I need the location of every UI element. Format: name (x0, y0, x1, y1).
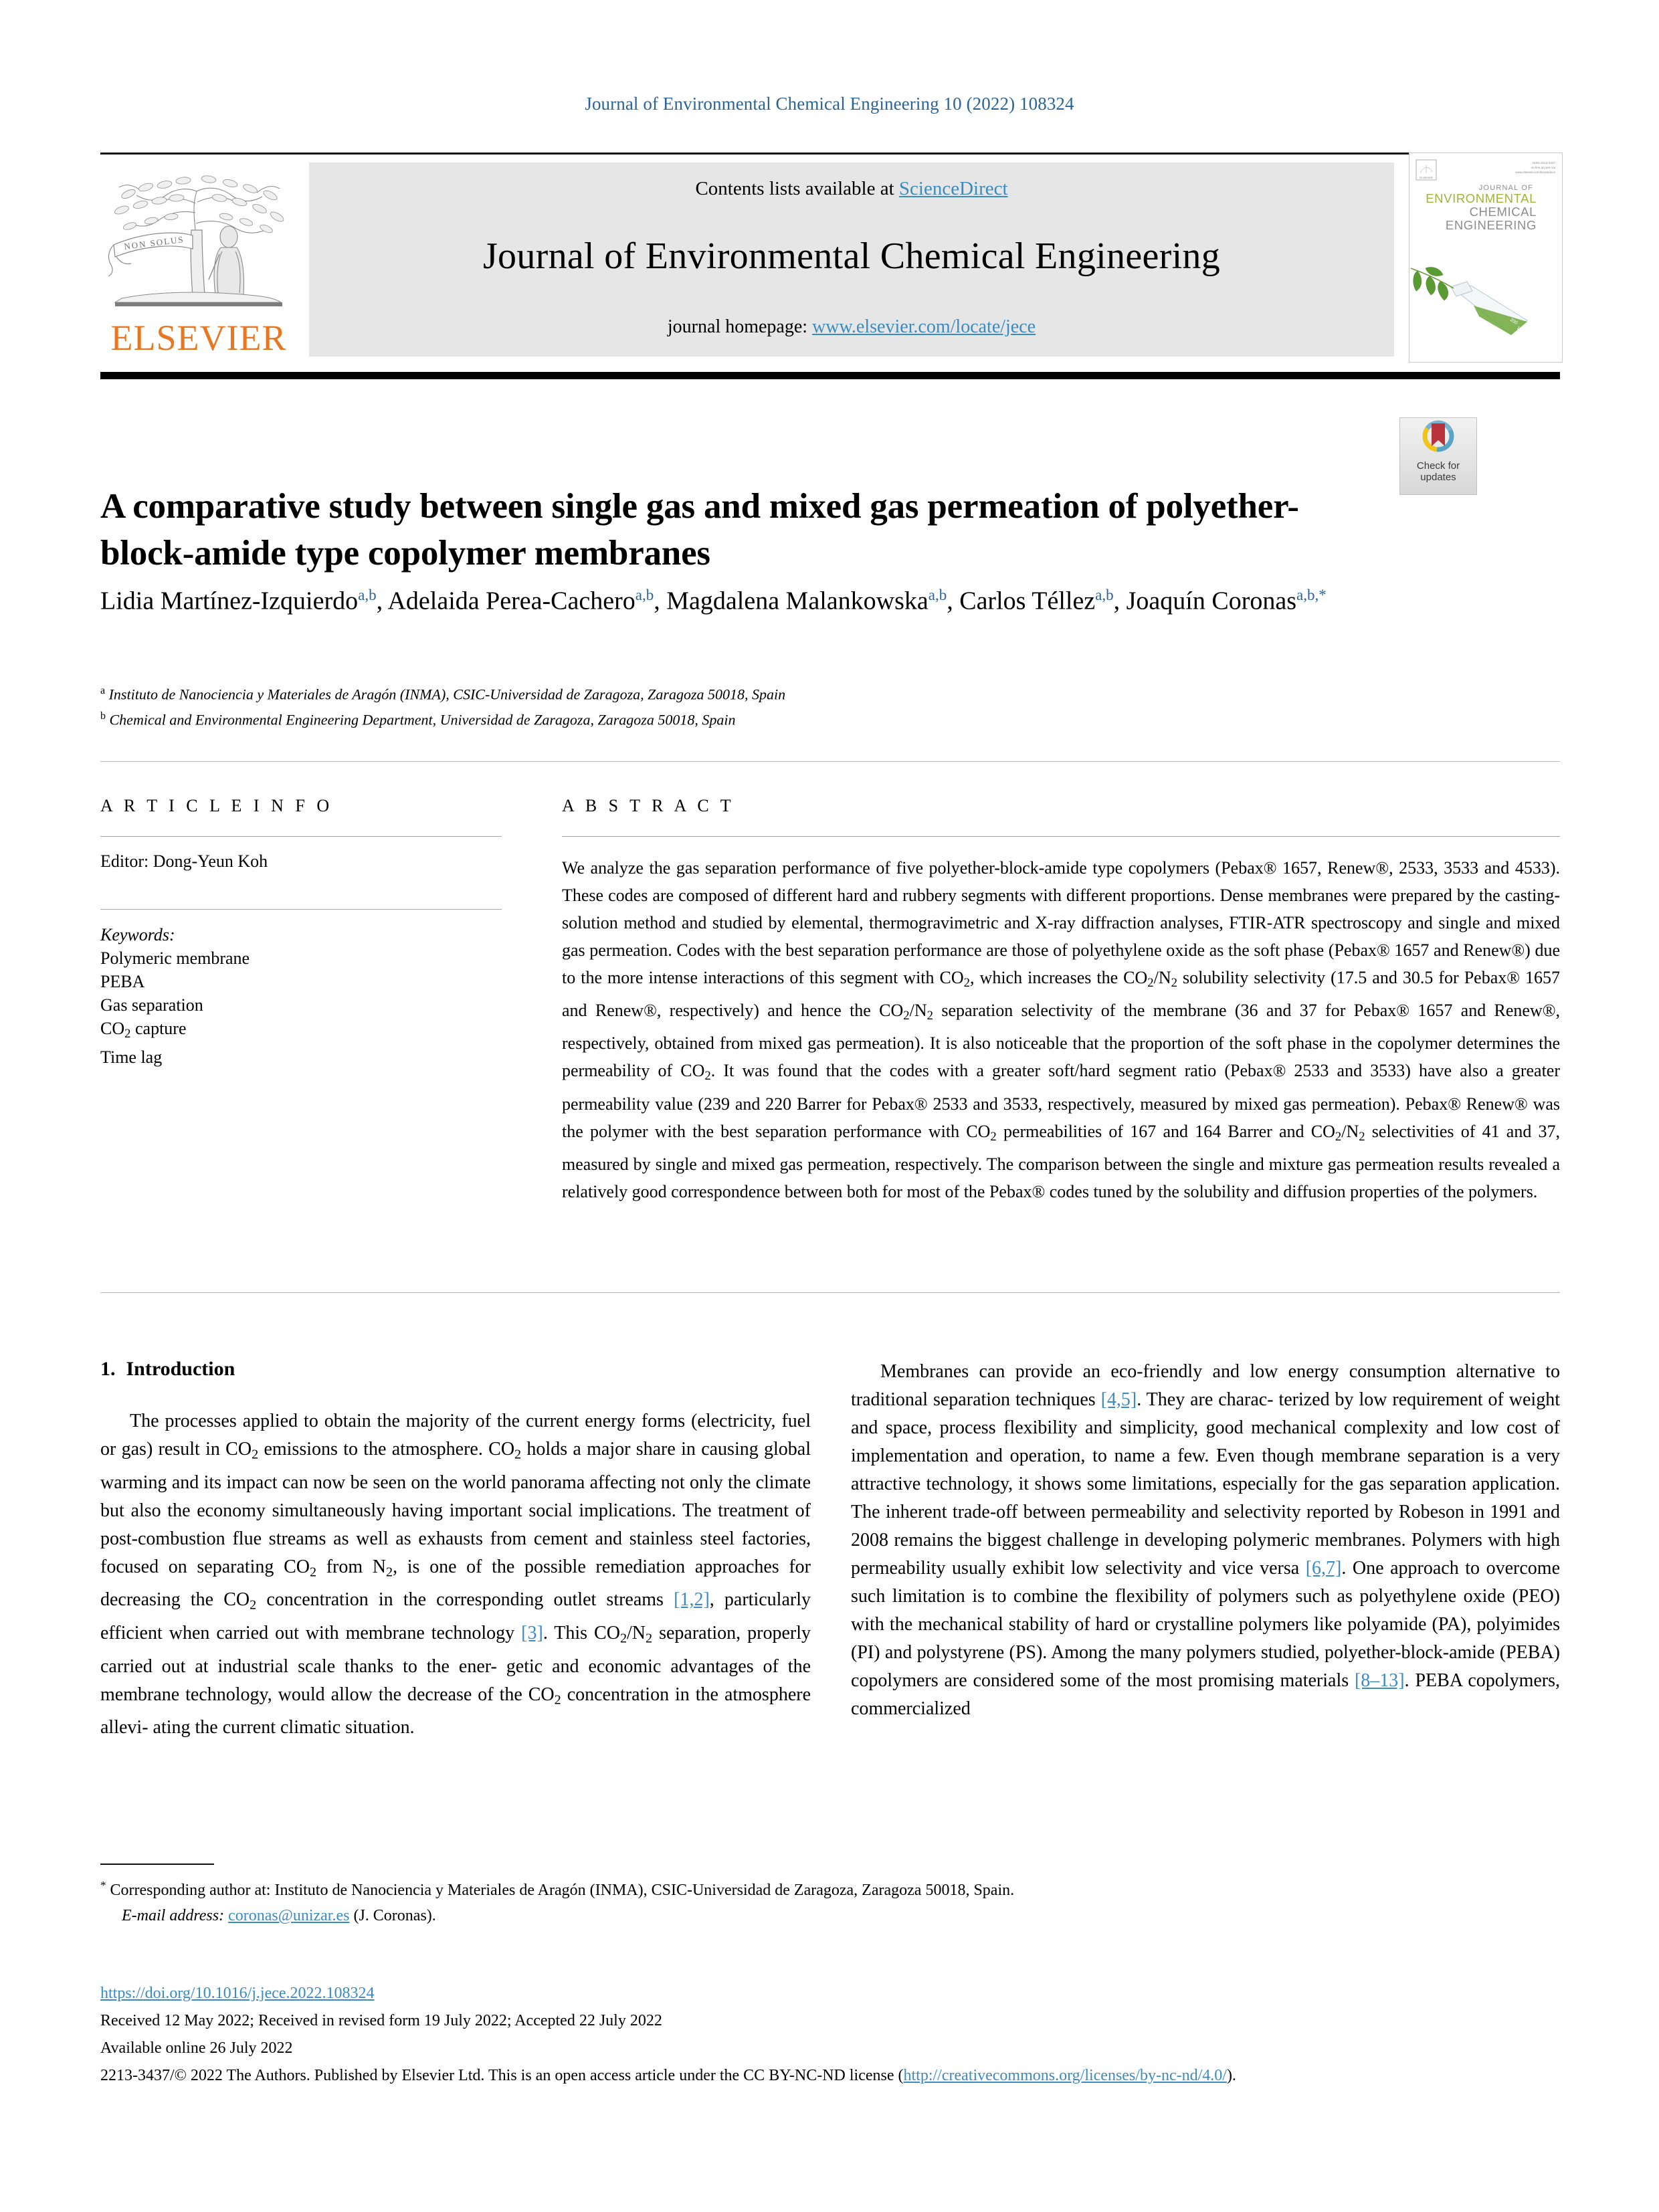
keyword-item: $CO_2$ capture (100, 1019, 187, 1041)
affiliation-a (100, 680, 1411, 705)
author-1: Lidia Martínez-Izquierdo (100, 587, 359, 615)
author-3-affil-sup: a,b (928, 587, 947, 603)
svg-text:150: 150 (1515, 325, 1525, 334)
available-online-line: Available online 26 July 2022 (100, 2039, 293, 2057)
body-column-left (100, 1358, 811, 1742)
author-4: Carlos Téllez (959, 587, 1096, 615)
abstract-section (562, 796, 1560, 1205)
citation-link[interactable]: [4,5] (1100, 1389, 1137, 1410)
abstract-heading: A B S T R A C T (562, 796, 735, 815)
keywords-heading: Keywords: (100, 925, 175, 944)
section-number: 1. (100, 1358, 116, 1380)
contents-prefix: Contents lists available at (695, 178, 899, 199)
author-list: Lidia Martínez-Izquierdo$^{a,b}$, Adelaida Perea-Cachero$^{a,b}$, Magdalena Malankowska$^{a,b}$, Carlos Téllez$^{a,b}$, Joaquín Coronas$^{a,b,*}$ (100, 587, 1327, 615)
header-top-rule (100, 153, 1560, 155)
license-link[interactable]: http://creativecommons.org/licenses/by-nc-nd/4.0/ (903, 2067, 1227, 2084)
header-bottom-rule (100, 372, 1560, 379)
homepage-link[interactable]: www.elsevier.com/locate/jece (812, 316, 1036, 337)
intro-paragraph-left: The processes applied to obtain the majority of the current energy forms (electricity, fuel or gas) result in $CO_2$ emissions to the atmosphere. $CO_2$ holds a major share in causing global warming and its impact can now be seen on the world panorama affecting not only the climate but also the economy simultaneously having important social implications. The treatment of post-combustion flue streams as well as exhausts from cement and stainless steel factories, focused on separating $CO_2$ from $N_2$, is one of the possible remediation approaches for decreasing the $CO_2$ concentration in the corresponding outlet streams [1,2], particularly efficient when carried out with membrane technology [3]. This $CO_2/N_2$ separation, properly carried out at industrial scale thanks to the ener- getic and economic advantages of the membrane technology, would allow the decrease of the $CO_2$ concentration in the atmosphere allevi- ating the current climatic situation. (100, 1411, 811, 1738)
citation-link[interactable]: [8–13] (1354, 1670, 1405, 1691)
keyword-item: Polymeric membrane (100, 948, 250, 968)
affiliation-b (100, 705, 1411, 730)
crossmark-icon (1417, 418, 1460, 457)
correspondence-block (100, 1873, 1560, 1928)
affiliation-a-text: Instituto de Nanociencia y Materiales de Aragón (INMA), CSIC-Universidad de Zaragoza, Zaragoza 50018, Spain (108, 686, 786, 703)
author-2: Adelaida Perea-Cachero (387, 587, 636, 615)
non-solus-banner (108, 233, 193, 276)
homepage-line (309, 316, 1394, 338)
author-5-affil-sup: a,b,* (1296, 587, 1327, 603)
elsevier-wordmark: ELSEVIER (110, 318, 287, 358)
doi-link[interactable]: https://doi.org/10.1016/j.jece.2022.108324 (100, 1985, 375, 2002)
sciencedirect-link[interactable]: ScienceDirect (898, 178, 1008, 199)
crossmark-line1: Check for (1416, 460, 1460, 472)
article-info-section (100, 796, 502, 1069)
svg-text:CHEMICAL: CHEMICAL (1469, 205, 1537, 219)
svg-text:200: 200 (1508, 317, 1519, 326)
corresponding-text: Corresponding author at: Instituto de Nanociencia y Materiales de Aragón (INMA), CSIC-Universidad de Zaragoza, Zaragoza 50018, Spain. (110, 1882, 1015, 1899)
affiliation-divider (100, 761, 1560, 762)
copyright-line (100, 2062, 1560, 2090)
author-2-affil-sup: a,b (635, 587, 654, 603)
citation-link[interactable]: [1,2] (674, 1589, 710, 1611)
section-heading-introduction (100, 1358, 811, 1381)
copyright-pre: 2213-3437/© 2022 The Authors. Published by Elsevier Ltd. This is an open access article under the CC BY-NC-ND license ( (100, 2067, 904, 2084)
abstract-divider (100, 1292, 1560, 1293)
received-line: Received 12 May 2022; Received in revised form 19 July 2022; Accepted 22 July 2022 (100, 2012, 662, 2029)
elsevier-logo (102, 161, 296, 361)
email-label: E-mail address: (122, 1907, 225, 1924)
publication-info (100, 1980, 1560, 2090)
abstract-text: We analyze the gas separation performance of five polyether-block-amide type copolymers (Pebax® 1657, Renew®, 2533, 3533 and 4533). These codes are composed of different hard and rubbery segments with different proportions. Dense membranes were prepared by the casting-solution method and studied by elemental, thermogravimetric and X-ray diffraction analyses, FTIR-ATR spectroscopy and single and mixed gas permeation. Codes with the best separation performance are those of polyethylene oxide as the soft phase (Pebax® 1657 and Renew®) due to the more intense interactions of this segment with $CO_2$, which increases the $CO_2/N_2$ solubility selectivity (17.5 and 30.5 for Pebax® 1657 and Renew®, respectively) and hence the $CO_2/N_2$ separation selectivity of the membrane (36 and 37 for Pebax® 1657 and Renew®, respectively, obtained from mixed gas permeation). It is also noticeable that the proportion of the soft phase in the copolymer determines the permeability of $CO_2$. It was found that the codes with a greater soft/hard segment ratio (Pebax® 2533 and 3533) have also a greater permeability value (239 and 220 Barrer for Pebax® 2533 and 3533, respectively, measured by mixed gas permeation). Pebax® Renew® was the polymer with the best separation performance with $CO_2$ permeabilities of 167 and 164 Barrer and $CO_2/N_2$ selectivities of 41 and 37, measured by single and mixed gas permeation, respectively. The comparison between the single and mixture gas permeation results revealed a relatively good correspondence between both for most of the Pebax® codes tuned by the solubility and diffusion properties of the polymers. (562, 858, 1561, 1201)
intro-paragraph-right: Membranes can provide an eco-friendly and low energy consumption alternative to traditional separation techniques [4,5]. They are charac- terized by low requirement of weight and space, process flexibility and simplicity, good mechanical complexity and low cost of implementation and operation, to name a few. Even though membrane separation is a very attractive technology, it shows some limitations, especially for the gas separation application. The inherent trade-off between permeability and selectivity reported by Robeson in 1991 and 2008 remains the biggest challenge in developing polymeric membranes. Polymers with high permeability usually exhibit low selectivity and vice versa [6,7]. One approach to overcome such limitation is to combine the flexibility of polymers such as polyethylene oxide (PEO) with the mechanical stability of hard or crystalline polymers like polyamide (PA), polyimides (PI) and polystyrene (PS). Among the many polymers studied, polyether-block-amide (PEBA) copolymers are considered some of the most promising materials [8–13]. PEBA copolymers, commercialized (851, 1361, 1560, 1719)
svg-text:NON SOLUS: NON SOLUS (123, 234, 185, 252)
footnote-rule (100, 1864, 214, 1865)
homepage-prefix: journal homepage: (667, 316, 813, 337)
page-title: A comparative study between single gas and mixed gas permeation of polyether-block-amide type copolymer membranes (100, 486, 1299, 573)
journal-cover-thumbnail (1409, 153, 1563, 363)
editor-line: Editor: Dong-Yeun Koh (100, 851, 268, 871)
svg-text:ENVIRONMENTAL: ENVIRONMENTAL (1426, 191, 1537, 205)
email-line (100, 1903, 1560, 1928)
affiliation-b-text: Chemical and Environmental Engineering Department, Universidad de Zaragoza, Zaragoza 50018, Spain (109, 711, 736, 728)
crossmark-line2: updates (1420, 472, 1456, 483)
svg-text:ISSN 2213-3437: ISSN 2213-3437 (1533, 161, 1555, 165)
keyword-item: Gas separation (100, 995, 203, 1015)
keyword-item: PEBA (100, 972, 145, 991)
email-suffix: (J. Coronas). (353, 1907, 436, 1924)
article-info-heading: A R T I C L E I N F O (100, 796, 333, 815)
cover-artwork (1409, 153, 1562, 362)
author-5: Joaquín Coronas (1126, 587, 1297, 615)
author-4-affil-sup: a,b (1095, 587, 1114, 603)
affiliation-b-marker: b (100, 710, 106, 722)
citation-link[interactable]: [6,7] (1305, 1558, 1342, 1579)
svg-text:ENGINEERING: ENGINEERING (1445, 218, 1537, 232)
author-3: Magdalena Malankowska (666, 587, 929, 615)
corresponding-marker: * (100, 1879, 106, 1892)
affiliation-list (100, 680, 1411, 731)
svg-text:on-line access via: on-line access via (1531, 166, 1555, 169)
journal-title: Journal of Environmental Chemical Engineering (482, 235, 1221, 277)
svg-text:www.elsevier.com/locate/jece: www.elsevier.com/locate/jece (1515, 171, 1555, 174)
copyright-post: ). (1226, 2067, 1236, 2084)
body-column-right (851, 1358, 1560, 1723)
keywords-block (100, 910, 502, 1069)
svg-text:ELSEVIER: ELSEVIER (1420, 176, 1433, 179)
keyword-item: Time lag (100, 1047, 163, 1068)
elsevier-tree-icon (102, 161, 296, 321)
section-title: Introduction (126, 1358, 235, 1380)
contents-line (309, 178, 1394, 200)
author-1-affil-sup: a,b (358, 587, 377, 603)
svg-text:JOURNAL OF: JOURNAL OF (1478, 184, 1533, 192)
running-head: Journal of Environmental Chemical Engineering 10 (2022) 108324 (585, 94, 1074, 114)
email-link[interactable]: coronas@unizar.es (228, 1907, 350, 1924)
crossmark-badge[interactable] (1399, 417, 1477, 495)
affiliation-a-marker: a (100, 685, 106, 696)
citation-link[interactable]: [3] (521, 1622, 543, 1643)
corresponding-author-line (100, 1873, 1560, 1903)
journal-banner (309, 163, 1394, 357)
